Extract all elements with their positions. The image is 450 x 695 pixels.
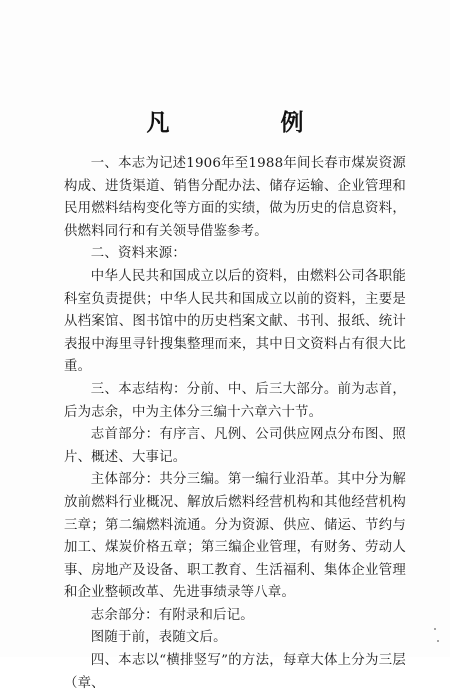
paragraph-main-body: 主体部分：共分三编。第一编行业沿革。其中分为解放前燃料行业概况、解放后燃料经营机构和其他经营机构三章；第二编燃料流通。分为资源、供应、储运、节约与加工、煤炭价格五章；第三编企业管理，有财务、劳动人事、房地产及设备、职工教育、生活福利、集体企业管理和企业整顿改革、先进事绩录等八章。: [64, 472, 406, 601]
paragraph-front-matter: 志首部分：有序言、凡例、公司供应网点分布图、照片、概述、大事记。: [64, 427, 406, 465]
page-title: 凡 例: [146, 109, 348, 136]
paragraph-method: 四、本志以“横排竖写”的方法，每章大体上分为三层（章、: [64, 653, 406, 691]
paragraph-structure: 三、本志结构：分前、中、后三大部分。前为志首，后为志余，中为主体分三编十六章六十节。: [64, 381, 406, 420]
paragraph-figures-tables: 图随于前，表随文后。: [90, 630, 227, 646]
body-text: [64, 153, 406, 695]
paragraph-sources: 中华人民共和国成立以后的资料，由燃料公司各职能科室负责提供；中华人民共和国成立以前的资料，主要是从档案馆、图书馆中的历史档案文献、书刊、报纸、统计表报中海里寻针搜集整理而来，其中日文资料占有很大比重。: [64, 268, 406, 375]
paragraph-back-matter: 志余部分：有附录和后记。: [90, 607, 254, 623]
scan-speck: [434, 628, 436, 630]
paragraph-sources-heading: 二、资料来源：: [90, 246, 186, 262]
paragraph-purpose: 一、本志为记述1906年至1988年间长春市煤炭资源构成、进货渠道、销售分配办法、储存运输、企业管理和民用燃料结构变化等方面的实绩，做为历史的信息资料，供燃料同行和有关领导借鉴参考。: [64, 156, 406, 239]
scan-speck: [437, 640, 439, 642]
